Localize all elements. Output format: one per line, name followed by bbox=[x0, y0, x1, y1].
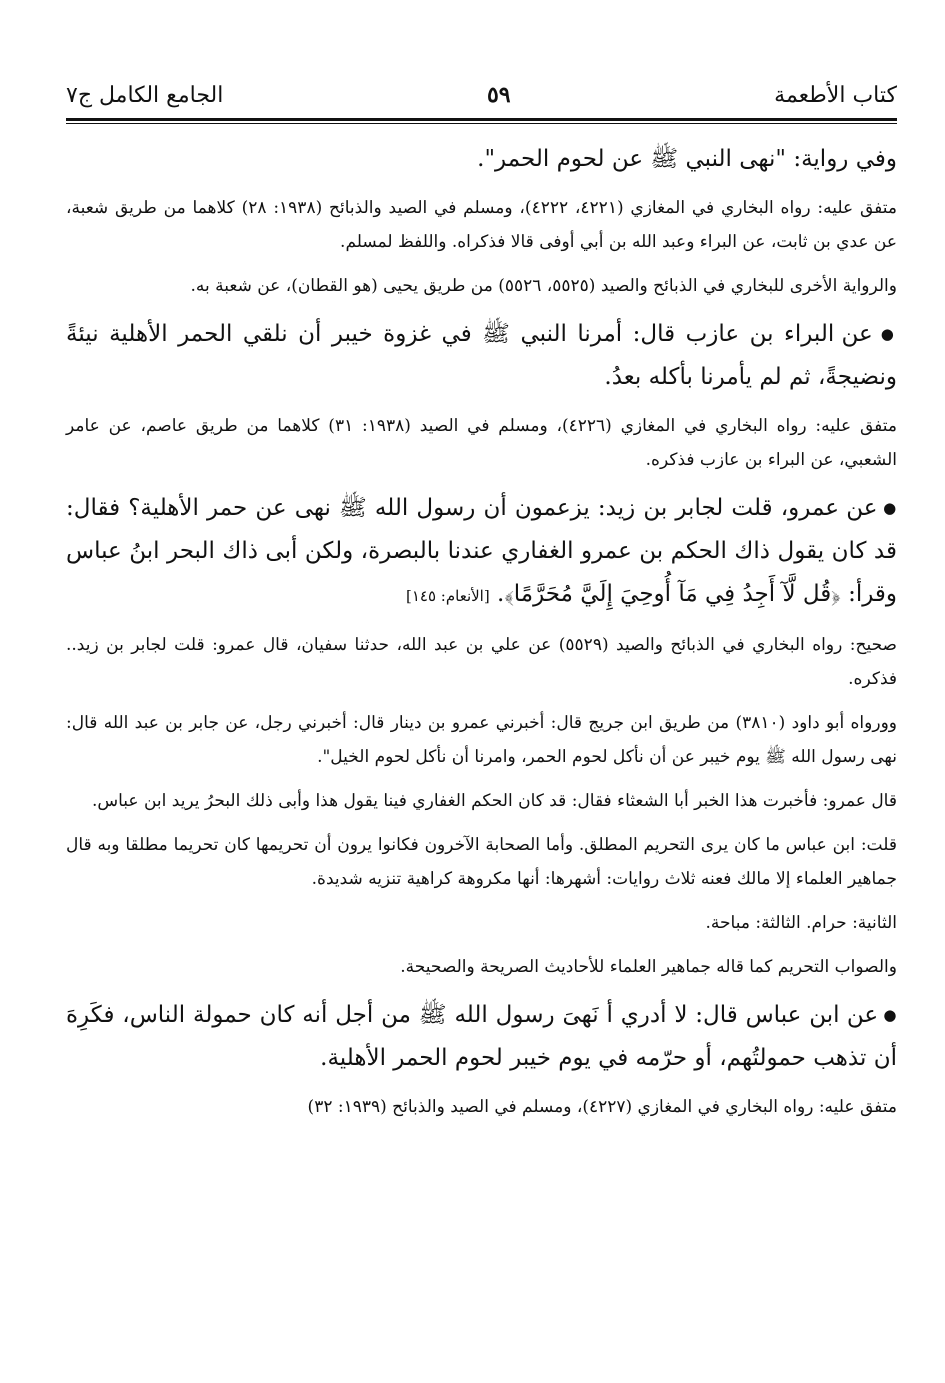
paragraph-text: وورواه أبو داود (٣٨١٠) من طريق ابن جريج قال: أخبرني عمرو بن دينار قال: أخبرني رجل، عن جابر بن عبد الله قال: نهى رسول الله ﷺ يوم خيبر عن أن نأكل لحوم الحمر، وامرنا أن نأكل لحوم الخيل". bbox=[66, 713, 897, 767]
paragraph-text: متفق عليه: رواه البخاري في المغازي (٤٢٢١، ٤٢٢٢)، ومسلم في الصيد والذبائح (١٩٣٨: ٢٨) كلاهما من طريق شعبة، عن عدي بن ثابت، عن البراء وعبد الله بن أبي أوفى قالا فذكراه. واللفظ لمسلم. bbox=[66, 198, 898, 252]
paragraph-text: صحيح: رواه البخاري في الذبائح والصيد (٥٥٢٩) عن علي بن عبد الله، حدثنا سفيان، قال عمرو: قلت لجابر بن زيد.. فذكره. bbox=[66, 635, 897, 689]
paragraph-text: عن البراء بن عازب قال: أمرنا النبي ﷺ في غزوة خيبر أن نلقي الحمر الأهلية نيئةً ونضيجةً، ثم لم يأمرنا بأكله بعدُ. bbox=[66, 321, 897, 390]
paragraph-text: قلت: ابن عباس ما كان يرى التحريم المطلق. وأما الصحابة الآخرون فكانوا يرون أن تحريمها كان تحريما مطلقا وبه قال جماهير العلماء إلا مالك فعنه ثلاث روايات: أشهرها: أنها مكروهة كراهية تنزيه شديدة. bbox=[66, 835, 897, 889]
paragraph-text: والصواب التحريم كما قاله جماهير العلماء للأحاديث الصريحة والصحيحة. bbox=[400, 957, 897, 977]
commentary-paragraph bbox=[66, 1090, 897, 1124]
page-header bbox=[66, 72, 897, 118]
hadith-paragraph bbox=[66, 313, 897, 399]
quran-citation: [الأنعام: ١٤٥] bbox=[406, 587, 490, 605]
hadith-paragraph bbox=[66, 994, 897, 1080]
commentary-paragraph bbox=[66, 950, 897, 984]
commentary-paragraph bbox=[66, 269, 897, 303]
page-number: ٥٩ bbox=[486, 82, 511, 108]
commentary-paragraph bbox=[66, 784, 897, 818]
paragraph-text: عن عمرو، قلت لجابر بن زيد: يزعمون أن رسول الله ﷺ نهى عن حمر الأهلية؟ فقال: قد كان يقول ذاك الحكم بن عمرو الغفاري عندنا بالبصرة، ولكن أبى ذاك البحر ابنُ عباس وقرأ: ﴿قُل لَّآ أَجِدُ فِي مَآ أُوحِيَ إِلَيَّ مُحَرَّمًا﴾. bbox=[66, 495, 897, 607]
commentary-paragraph bbox=[66, 828, 897, 896]
page-content bbox=[66, 138, 897, 1383]
header-rule bbox=[66, 118, 897, 121]
paragraph-text: والرواية الأخرى للبخاري في الذبائح والصيد (٥٥٢٥، ٥٥٢٦) من طريق يحيى (هو القطان)، عن شعبة به. bbox=[190, 276, 897, 296]
paragraph-text: وفي رواية: "نهى النبي ﷺ عن لحوم الحمر". bbox=[477, 146, 897, 172]
commentary-paragraph bbox=[66, 706, 897, 774]
header-rule-thin bbox=[66, 123, 897, 124]
paragraph-text: عن ابن عباس قال: لا أدري أ نَهىَ رسول الله ﷺ من أجل أنه كان حمولة الناس، فكَرِهَ أن تذهب حمولتُهم، أو حرّمه في يوم خيبر لحوم الحمر الأهلية. bbox=[66, 1002, 897, 1071]
paragraph-text: قال عمرو: فأخبرت هذا الخبر أبا الشعثاء فقال: قد كان الحكم الغفاري فينا يقول هذا وأبى ذلك البحرُ يريد ابن عباس. bbox=[91, 791, 897, 811]
hadith-paragraph bbox=[66, 487, 897, 618]
commentary-paragraph bbox=[66, 409, 897, 477]
paragraph-text: الثانية: حرام. الثالثة: مباحة. bbox=[705, 913, 897, 933]
volume-title: الجامع الكامل ج٧ bbox=[66, 82, 224, 108]
commentary-paragraph bbox=[66, 906, 897, 940]
hadith-paragraph bbox=[66, 138, 897, 181]
paragraph-text: متفق عليه: رواه البخاري في المغازي (٤٢٢٦)، ومسلم في الصيد (١٩٣٨: ٣١) كلاهما من طريق عاصم، عن عامر الشعبي، عن البراء بن عازب فذكره. bbox=[66, 416, 897, 470]
chapter-title: كتاب الأطعمة bbox=[774, 82, 897, 108]
paragraph-text: متفق عليه: رواه البخاري في المغازي (٤٢٢٧)، ومسلم في الصيد والذبائح (١٩٣٩: ٣٢) bbox=[307, 1097, 897, 1117]
commentary-paragraph bbox=[66, 191, 897, 259]
commentary-paragraph bbox=[66, 628, 897, 696]
